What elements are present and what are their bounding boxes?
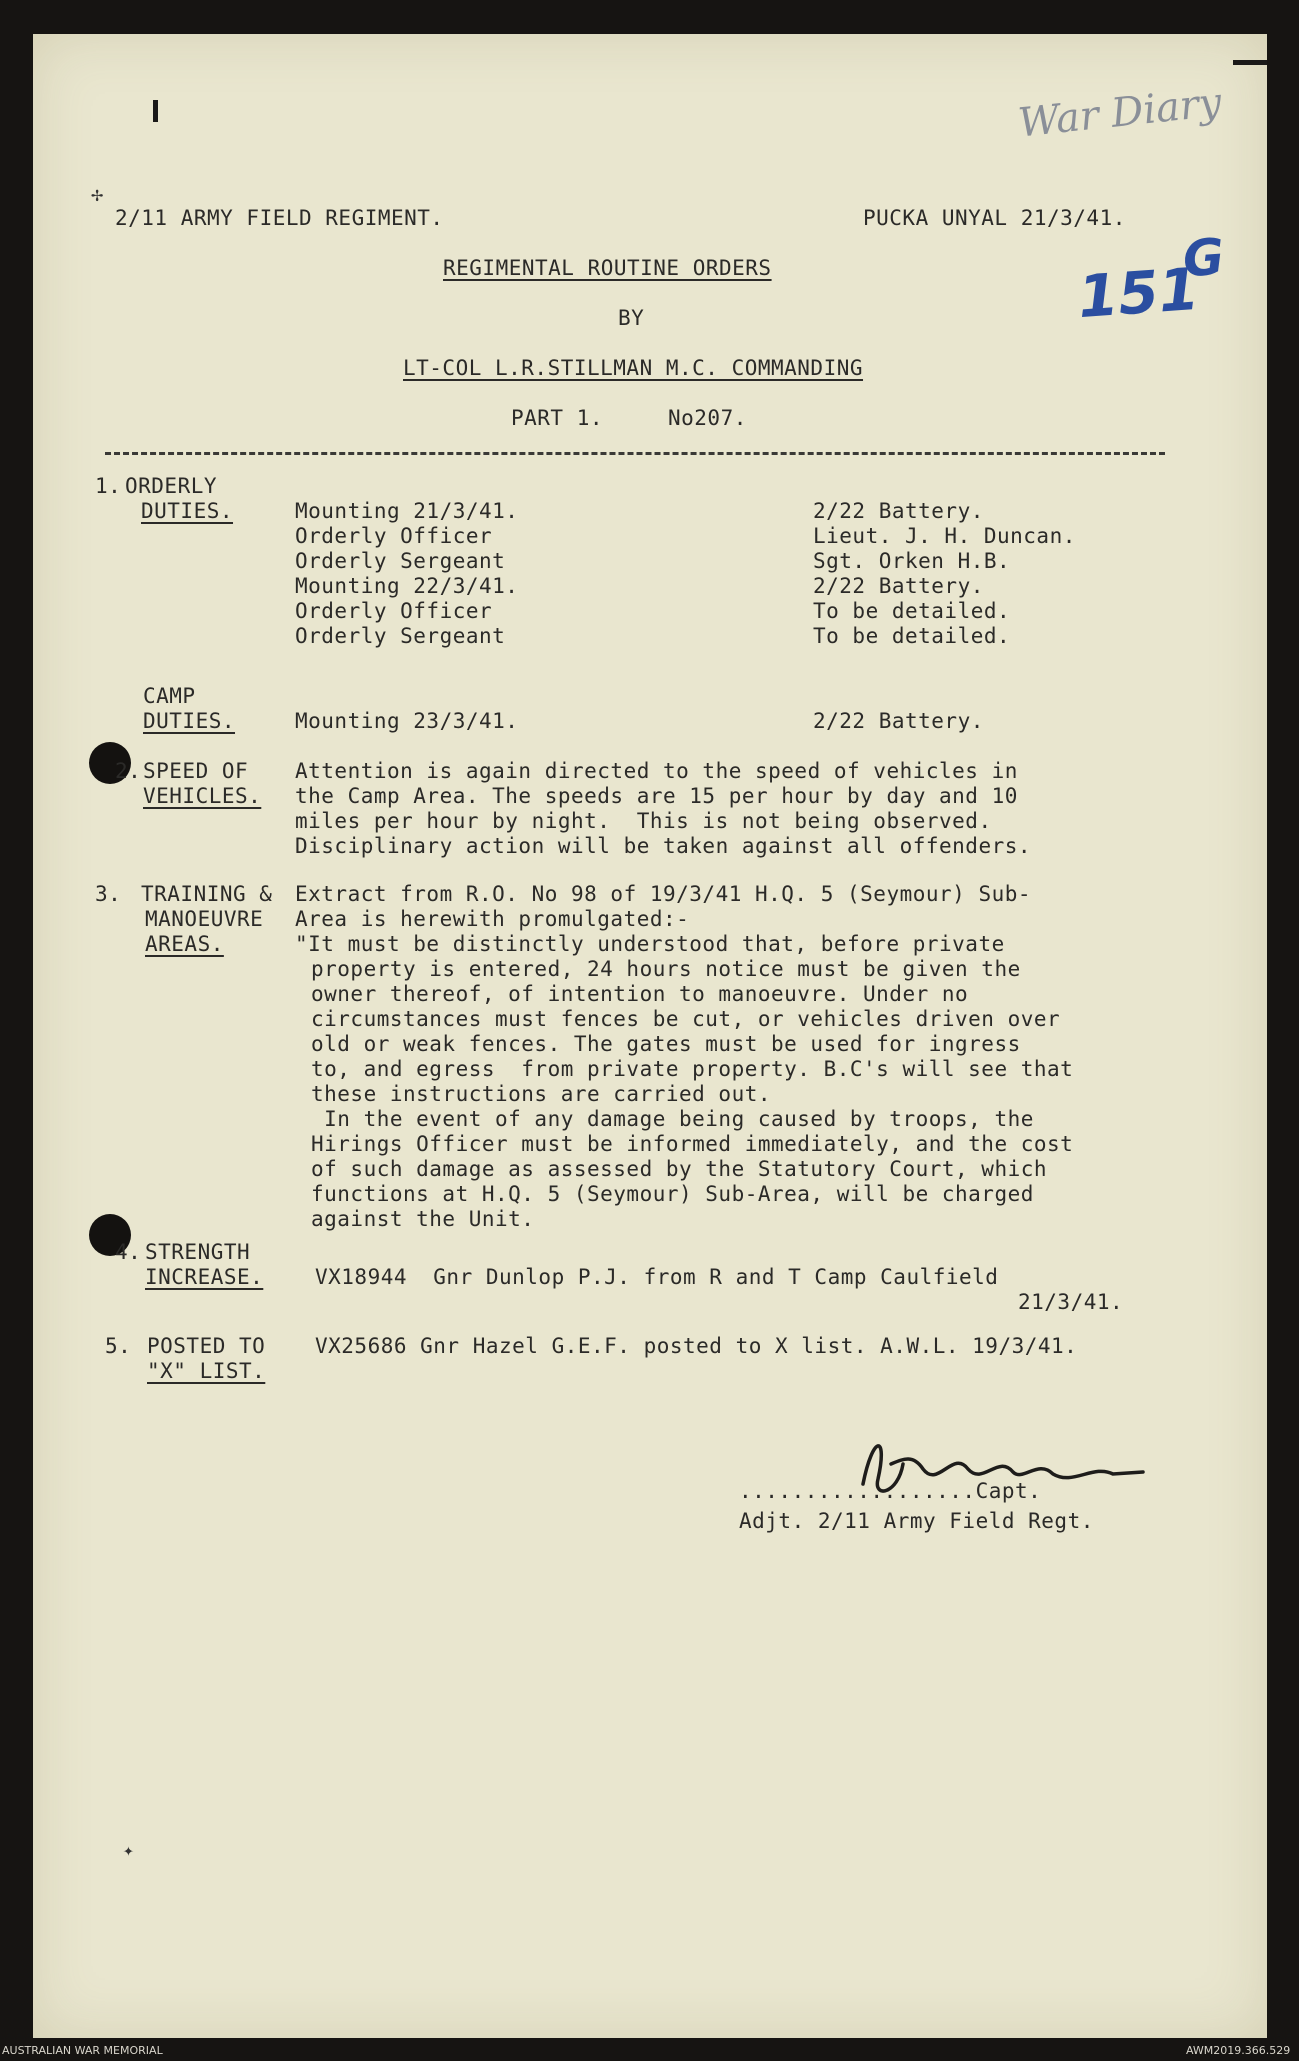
- archive-credit: AUSTRALIAN WAR MEMORIAL: [2, 2044, 163, 2057]
- duty-value: Sgt. Orken H.B.: [813, 549, 1011, 573]
- quote-line: property is entered, 24 hours notice must be given the: [311, 957, 1021, 981]
- section-heading: SPEED OF: [143, 759, 249, 783]
- strength-line: VX18944 Gnr Dunlop P.J. from R and T Camp Caulfield: [315, 1265, 999, 1289]
- section-heading: VEHICLES.: [143, 784, 262, 808]
- section-number: 2.: [115, 759, 142, 783]
- section-heading: MANOEUVRE: [145, 907, 264, 931]
- place-date: PUCKA UNYAL 21/3/41.: [863, 206, 1126, 230]
- document-page: [33, 34, 1267, 2038]
- duty-label: Orderly Officer: [295, 524, 493, 548]
- duty-value: 2/22 Battery.: [813, 709, 984, 733]
- commander-line: LT-COL L.R.STILLMAN M.C. COMMANDING: [403, 356, 864, 380]
- part-label: PART 1.: [511, 406, 604, 430]
- posted-line: VX25686 Gnr Hazel G.E.F. posted to X list. A.W.L. 19/3/41.: [315, 1334, 1078, 1358]
- blue-number-annotation: 151: [1075, 254, 1202, 332]
- quote-line: old or weak fences. The gates must be used for ingress: [311, 1032, 1021, 1056]
- quote-line: functions at H.Q. 5 (Seymour) Sub-Area, will be charged: [311, 1182, 1034, 1206]
- section-number: 3.: [95, 882, 122, 906]
- quote-line: Hirings Officer must be informed immediately, and the cost: [311, 1132, 1074, 1156]
- paragraph-line: miles per hour by night. This is not being observed.: [295, 809, 992, 833]
- duty-label: Orderly Sergeant: [295, 549, 506, 573]
- blue-letter-annotation: G: [1181, 227, 1227, 289]
- pencil-annotation: War Diary: [1016, 79, 1224, 147]
- edge-mark: [1233, 60, 1267, 65]
- duty-label: Orderly Officer: [295, 599, 493, 623]
- document-title: REGIMENTAL ROUTINE ORDERS: [443, 256, 772, 280]
- section-heading: DUTIES.: [141, 499, 234, 523]
- section-heading: TRAINING &: [141, 882, 273, 906]
- quote-line: these instructions are carried out.: [311, 1082, 772, 1106]
- section-heading: DUTIES.: [143, 709, 236, 733]
- duty-value: 2/22 Battery.: [813, 574, 984, 598]
- section-heading: STRENGTH: [145, 1240, 251, 1264]
- unit-name: 2/11 ARMY FIELD REGIMENT.: [115, 206, 444, 230]
- section-heading: INCREASE.: [145, 1265, 264, 1289]
- ink-mark: [153, 100, 158, 122]
- paragraph-line: Attention is again directed to the speed of vehicles in: [295, 759, 1018, 783]
- section-number: 1.: [95, 474, 122, 498]
- paragraph-line: Area is herewith promulgated:-: [295, 907, 690, 931]
- signature-dots: ..................Capt.: [739, 1479, 1042, 1503]
- archive-reference: AWM2019.366.529: [1186, 2044, 1291, 2057]
- cross-mark-icon: ✢: [91, 182, 104, 206]
- by-label: BY: [618, 306, 645, 330]
- duty-label: Mounting 23/3/41.: [295, 709, 519, 733]
- paragraph-line: Disciplinary action will be taken against all offenders.: [295, 834, 1032, 858]
- paragraph-line: Extract from R.O. No 98 of 19/3/41 H.Q. 5 (Seymour) Sub-: [295, 882, 1032, 906]
- dashed-separator: [105, 452, 1165, 455]
- strength-date: 21/3/41.: [1018, 1290, 1124, 1314]
- duty-value: To be detailed.: [813, 624, 1011, 648]
- signature-title: Adjt. 2/11 Army Field Regt.: [739, 1509, 1094, 1533]
- duty-value: To be detailed.: [813, 599, 1011, 623]
- duty-value: 2/22 Battery.: [813, 499, 984, 523]
- section-heading: CAMP: [143, 684, 196, 708]
- quote-line: "It must be distinctly understood that, before private: [295, 932, 1005, 956]
- quote-line: circumstances must fences be cut, or vehicles driven over: [311, 1007, 1061, 1031]
- section-heading: AREAS.: [145, 932, 224, 956]
- duty-label: Orderly Sergeant: [295, 624, 506, 648]
- order-number: No207.: [668, 406, 747, 430]
- quote-line: against the Unit.: [311, 1207, 535, 1231]
- section-heading: POSTED TO: [147, 1334, 266, 1358]
- section-heading: ORDERLY: [125, 474, 218, 498]
- quote-line: of such damage as assessed by the Statutory Court, which: [311, 1157, 1048, 1181]
- quote-line: to, and egress from private property. B.C's will see that: [311, 1057, 1074, 1081]
- duty-label: Mounting 22/3/41.: [295, 574, 519, 598]
- paragraph-line: the Camp Area. The speeds are 15 per hour by day and 10: [295, 784, 1018, 808]
- duty-value: Lieut. J. H. Duncan.: [813, 524, 1076, 548]
- section-heading: "X" LIST.: [147, 1359, 266, 1383]
- quote-line: owner thereof, of intention to manoeuvre. Under no: [311, 982, 969, 1006]
- section-number: 5.: [105, 1334, 132, 1358]
- cross-mark-icon: ✦: [123, 1840, 134, 1861]
- duty-label: Mounting 21/3/41.: [295, 499, 519, 523]
- section-number: 4.: [115, 1240, 142, 1264]
- quote-line: In the event of any damage being caused by troops, the: [311, 1107, 1034, 1131]
